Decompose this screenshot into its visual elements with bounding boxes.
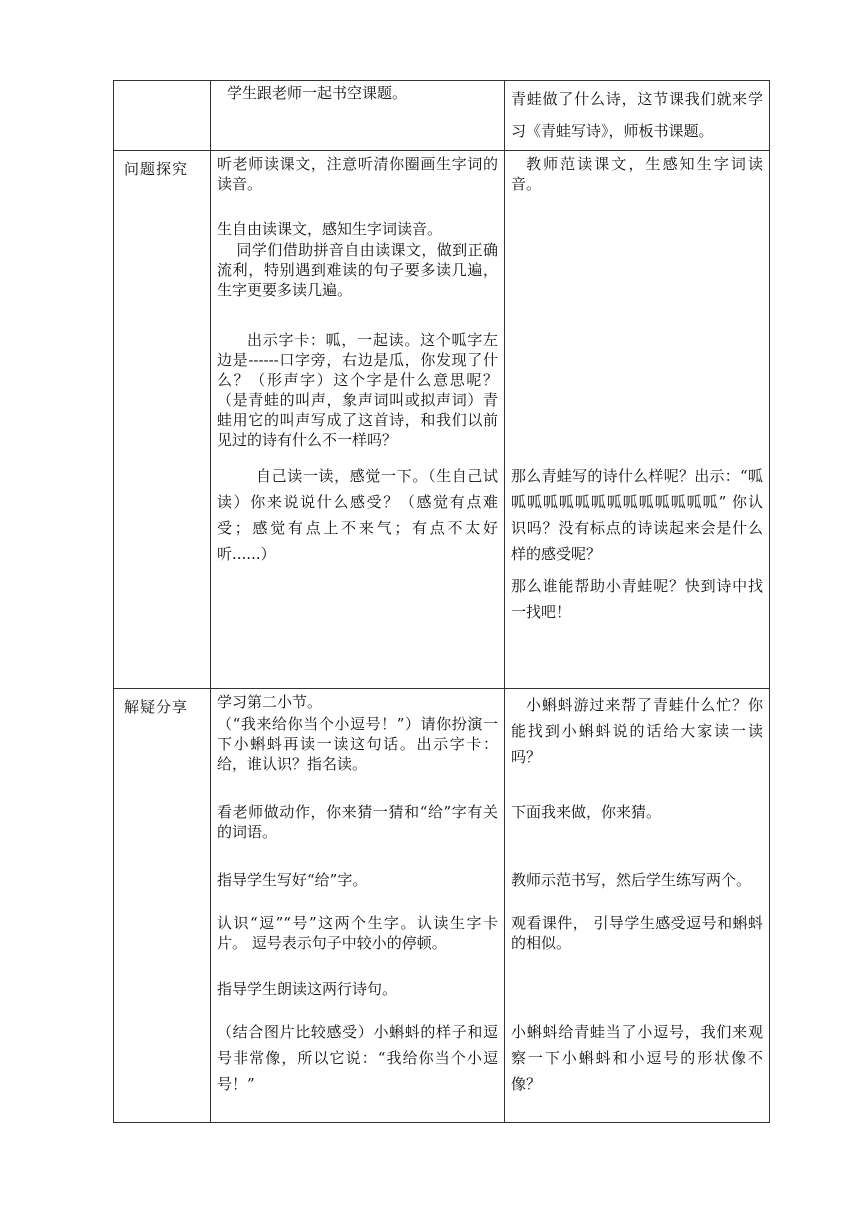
- student-text: 出示字卡：呱，一起读。这个呱字左边是------口字旁，右边是瓜，你发现了什么？（形声字）这个字是什么意思呢？（是青蛙的叫声，象声词叫或拟声词）青蛙用它的叫声写成了这首诗，和我们以前见过的诗有什么不一样吗？: [217, 331, 498, 449]
- teacher-activity-cell: [505, 151, 770, 689]
- teacher-text: 观看课件， 引导学生感受逗号和蝌蚪的相似。: [511, 914, 763, 952]
- student-text: 认识“逗”“号”这两个生字。认读生字卡片。 逗号表示句子中较小的停顿。: [217, 914, 498, 952]
- student-text: 指导学生朗读这两行诗句。: [217, 980, 398, 998]
- table-row: [114, 689, 770, 1123]
- student-text: 学生跟老师一起书空课题。: [227, 84, 408, 102]
- student-text: 同学们借助拼音自由读课文，做到正确流利，特别遇到难读的句子要多读几遍，生字更要多读几遍。: [217, 241, 498, 299]
- student-text: （“我来给你当个小逗号！”）请你扮演一下小蝌蚪再读一读这句话。出示字卡：给，谁认识？指名读。: [217, 715, 498, 773]
- student-activity-cell: [211, 81, 505, 151]
- teacher-text: 那么谁能帮助小青蛙呢？快到诗中找一找吧！: [511, 577, 763, 621]
- student-text: 生自由读课文，感知生字词读音。: [217, 220, 443, 238]
- teacher-text: 那么青蛙写的诗什么样呢？出示：“呱呱呱呱呱呱呱呱呱呱呱呱呱呱” 你认识吗？没有标点的诗读起来会是什么样的感受呢？: [511, 467, 763, 563]
- student-activity-cell: [211, 151, 505, 689]
- teacher-text: 小蝌蚪给青蛙当了小逗号，我们来观察一下小蝌蚪和小逗号的形状像不像？: [511, 1023, 763, 1093]
- stage-label-cell: [114, 81, 211, 151]
- student-text: 指导学生写好“给”字。: [217, 871, 368, 889]
- stage-label: 问题探究: [124, 160, 189, 178]
- student-activity-cell: [211, 689, 505, 1123]
- student-text: 自己读一读，感觉一下。（生自己试读）你来说说什么感受？（感觉有点难受；感觉有点上不来气；有点不太好听......）: [217, 467, 498, 563]
- stage-label-cell: [114, 689, 211, 1123]
- table-row: [114, 151, 770, 689]
- teacher-text: 下面我来做，你来猜。: [511, 803, 662, 821]
- teacher-text: 小蝌蚪游过来帮了青蛙什么忙？你能找到小蝌蚪说的话给大家读一读吗？: [511, 696, 763, 766]
- teacher-text: 青蛙做了什么诗，这节课我们就来学习《青蛙写诗》，师板书课题。: [511, 90, 763, 140]
- stage-label: 解疑分享: [124, 698, 189, 716]
- teacher-text: 教师范读课文，生感知生字词读音。: [511, 155, 763, 193]
- teacher-activity-cell: [505, 81, 770, 151]
- lesson-plan-table: [113, 80, 770, 1123]
- student-text: 学习第二小节。: [217, 693, 323, 711]
- student-text: 听老师读课文，注意听清你圈画生字词的读音。: [217, 155, 498, 193]
- stage-label-cell: [114, 151, 211, 689]
- table-row: [114, 81, 770, 151]
- teacher-text: 教师示范书写，然后学生练写两个。: [511, 871, 752, 889]
- student-text: 看老师做动作，你来猜一猜和“给”字有关的词语。: [217, 803, 498, 841]
- student-text: （结合图片比较感受）小蝌蚪的样子和逗号非常像，所以它说：“我给你当个小逗号！”: [217, 1023, 498, 1093]
- teacher-activity-cell: [505, 689, 770, 1123]
